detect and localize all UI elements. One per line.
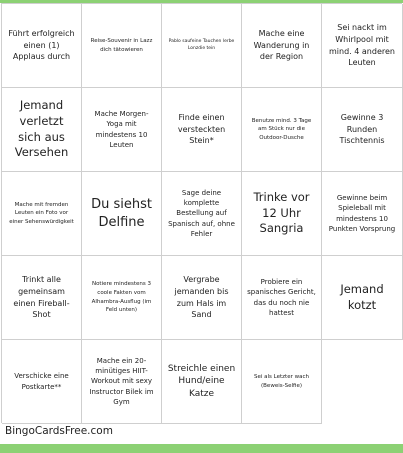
cell-text: Mache Morgen-Yoga mit mindestens 10 Leuten — [94, 110, 149, 149]
cell-text: Sei nackt im Whirlpool mit mind. 4 anderen Leuten — [329, 23, 395, 68]
bingo-cell[interactable] — [242, 340, 322, 424]
bingo-cell[interactable] — [242, 4, 322, 88]
site-credit: BingoCardsFree.com — [5, 425, 113, 437]
bingo-cell[interactable] — [162, 256, 242, 340]
bingo-cell[interactable] — [2, 256, 82, 340]
cell-text: Trinkt alle gemeinsam einen Fireball-Shot — [13, 275, 70, 320]
cell-text: Verschicke eine Postkarte** — [14, 372, 69, 391]
bingo-cell[interactable] — [242, 256, 322, 340]
cell-text: Jemand verletzt sich aus Versehen — [14, 98, 69, 160]
bingo-cell[interactable] — [242, 88, 322, 172]
bingo-cell[interactable] — [162, 4, 242, 88]
cell-text: Jemand kotzt — [340, 281, 384, 312]
bingo-cell[interactable] — [2, 340, 82, 424]
cell-text: Sage deine komplette Bestellung auf Spanisch auf, ohne Fehler — [168, 189, 235, 238]
cell-text: Mache ein 20-minütiges HIIT-Workout mit sexy Instructor Bilek im Gym — [89, 357, 154, 406]
bingo-cell[interactable] — [322, 256, 403, 340]
cell-text: Mache eine Wanderung in der Region — [253, 29, 310, 62]
bingo-card — [1, 3, 402, 423]
bingo-cell[interactable] — [242, 172, 322, 256]
cell-text: Gewinne 3 Runden Tischtennis — [339, 113, 385, 146]
cell-text: Benutze mind. 3 Tage am Stück nur die Outdoor-Dusche — [251, 117, 312, 141]
cell-text: Reise-Souvenir in Lazz dich tätowieren — [90, 37, 153, 53]
bingo-cell[interactable] — [82, 4, 162, 88]
cell-text: Pablo saufeine Tauchen lerbe Lonzdie tein — [168, 38, 235, 51]
bingo-cell[interactable] — [82, 340, 162, 424]
bingo-cell[interactable] — [162, 340, 242, 424]
cell-text: Finde einen versteckten Stein* — [177, 113, 226, 146]
bingo-cell[interactable] — [82, 172, 162, 256]
cell-text: Streichle einen Hund/eine Katze — [167, 364, 236, 399]
bingo-cell[interactable] — [82, 88, 162, 172]
cell-text: Sei als Letzter wach (Beweis-Selfie) — [254, 373, 309, 389]
bottom-accent-bar — [0, 444, 403, 453]
cell-text: Notiere mindestens 3 coole Fakten vom Alhambra-Ausflug (im Feld unten) — [91, 281, 152, 314]
bingo-cell[interactable] — [162, 88, 242, 172]
cell-text: Trinke vor 12 Uhr Sangria — [253, 190, 310, 236]
bingo-cell[interactable] — [322, 88, 403, 172]
cell-text: Probiere ein spanisches Gericht, das du noch nie hattest — [247, 278, 316, 317]
cell-text: Führt erfolgreich einen (1) Applaus durch — [8, 29, 75, 62]
bingo-cell[interactable] — [2, 172, 82, 256]
cell-text: Mache mit fremden Leuten ein Foto vor einer Sehenswürdigkeit — [9, 201, 74, 225]
bingo-cell[interactable] — [322, 172, 403, 256]
cell-text: Gewinne beim Spieleball mit mindestens 10 Punkten Vorsprung — [328, 194, 396, 233]
bingo-cell[interactable] — [162, 172, 242, 256]
cell-text: Du siehst Delfine — [91, 196, 152, 230]
bingo-cell[interactable] — [2, 4, 82, 88]
bingo-cell[interactable] — [2, 88, 82, 172]
bingo-cell[interactable] — [82, 256, 162, 340]
cell-text: Vergrabe jemanden bis zum Hals im Sand — [174, 275, 229, 320]
bingo-cell[interactable] — [322, 4, 403, 88]
